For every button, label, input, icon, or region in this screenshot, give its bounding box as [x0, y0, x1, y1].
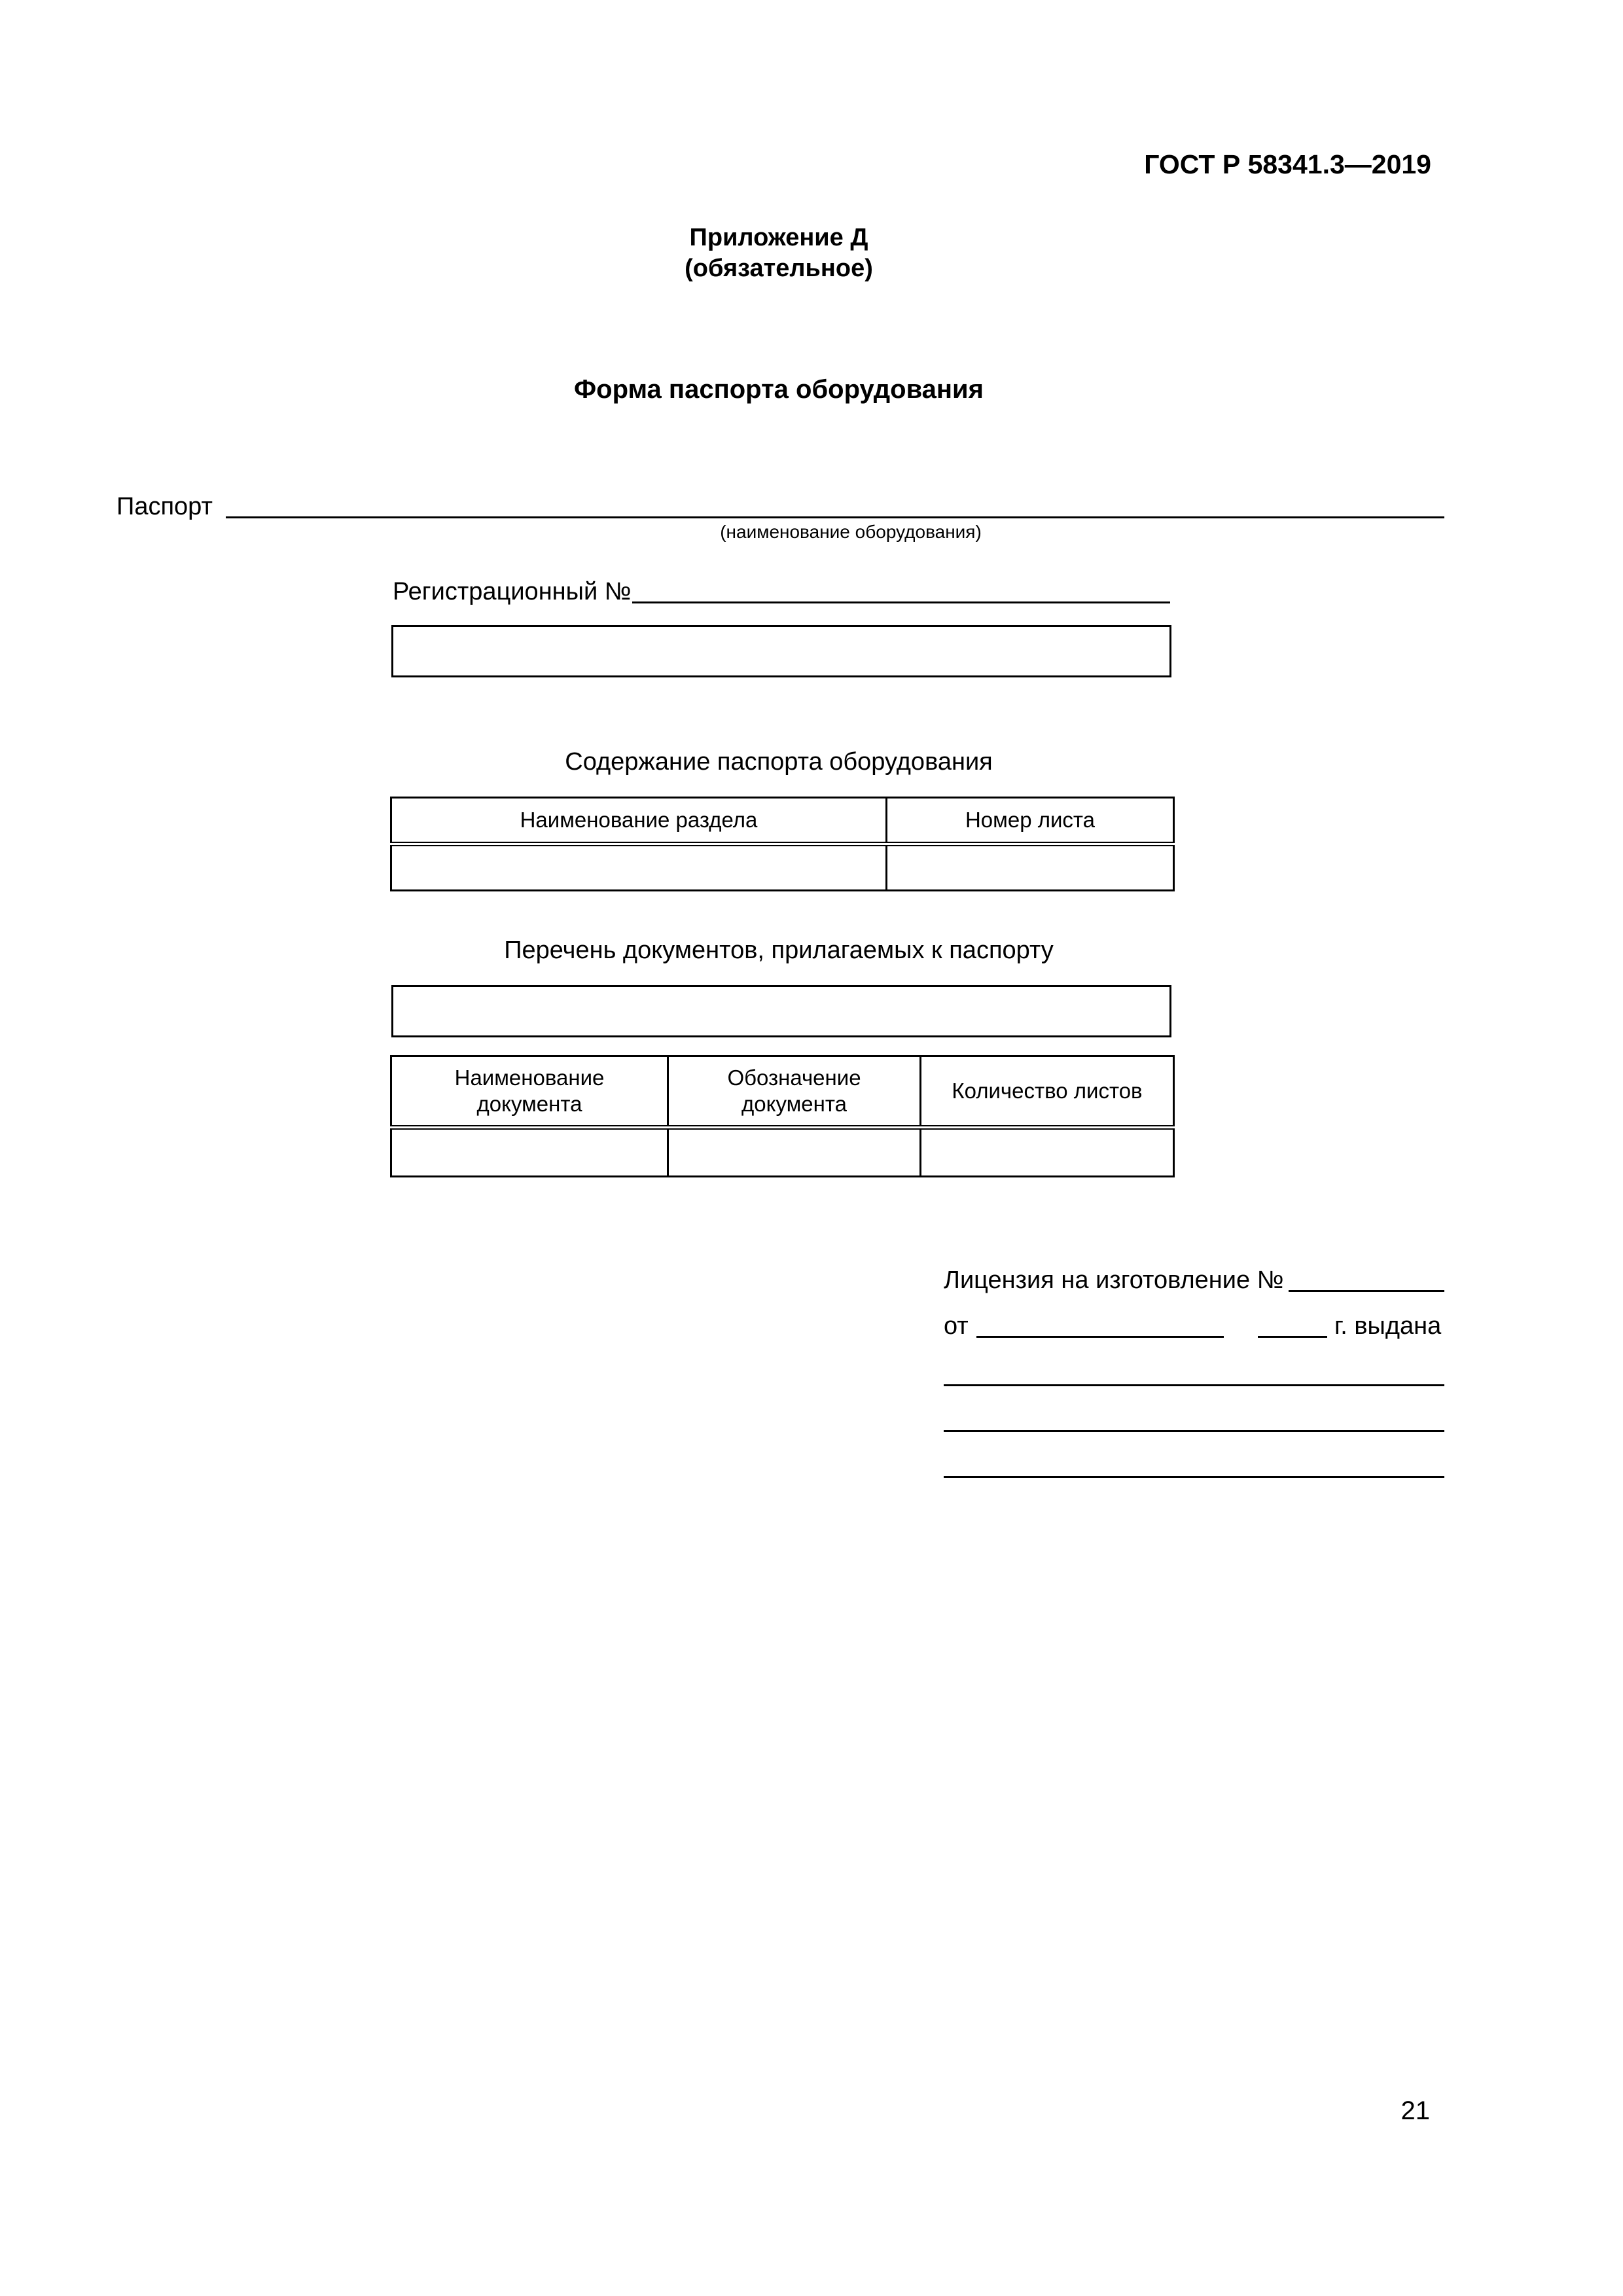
license-issued-label: г. выдана — [1334, 1312, 1442, 1340]
registration-label: Регистрационный № — [393, 578, 632, 605]
document-code: ГОСТ Р 58341.3—2019 — [1144, 149, 1431, 179]
registration-number-line[interactable] — [632, 601, 1170, 603]
contents-col-section: Наименование раздела — [391, 798, 887, 844]
documents-col-name: Наименование документа — [391, 1056, 668, 1128]
license-label: Лицензия на изготовление № — [944, 1266, 1284, 1294]
documents-cell-name[interactable] — [391, 1128, 668, 1177]
documents-box[interactable] — [391, 985, 1171, 1037]
appendix-title: Приложение Д — [689, 224, 868, 251]
contents-title: Содержание паспорта оборудования — [565, 748, 993, 776]
documents-col-sheets: Количество листов — [921, 1056, 1174, 1128]
license-issuer-line-3[interactable] — [944, 1476, 1444, 1478]
passport-label: Паспорт — [116, 493, 213, 520]
license-year-line[interactable] — [1258, 1336, 1327, 1338]
passport-caption: (наименование оборудования) — [720, 522, 982, 542]
documents-cell-sheets[interactable] — [921, 1128, 1174, 1177]
passport-name-line[interactable] — [226, 516, 1444, 518]
documents-table — [390, 1055, 1175, 1177]
contents-col-sheet: Номер листа — [887, 798, 1174, 844]
contents-table — [390, 797, 1175, 891]
license-issuer-line-2[interactable] — [944, 1430, 1444, 1432]
license-number-line[interactable] — [1289, 1290, 1444, 1292]
documents-cell-designation[interactable] — [668, 1128, 921, 1177]
appendix-heading — [0, 223, 1558, 284]
license-date-line[interactable] — [976, 1336, 1224, 1338]
contents-cell-sheet[interactable] — [887, 844, 1174, 891]
license-issuer-line-1[interactable] — [944, 1384, 1444, 1386]
table-row — [391, 844, 1174, 891]
form-title: Форма паспорта оборудования — [574, 375, 984, 404]
documents-col-designation: Обозначение документа — [668, 1056, 921, 1128]
contents-cell-section[interactable] — [391, 844, 887, 891]
documents-title: Перечень документов, прилагаемых к паспорту — [504, 937, 1054, 964]
appendix-status: (обязательное) — [685, 255, 873, 282]
license-from-label: от — [944, 1312, 969, 1340]
table-row — [391, 1128, 1174, 1177]
page-number: 21 — [1400, 2096, 1430, 2125]
registration-box[interactable] — [391, 625, 1171, 677]
table-header-row — [391, 1056, 1174, 1128]
table-header-row — [391, 798, 1174, 844]
